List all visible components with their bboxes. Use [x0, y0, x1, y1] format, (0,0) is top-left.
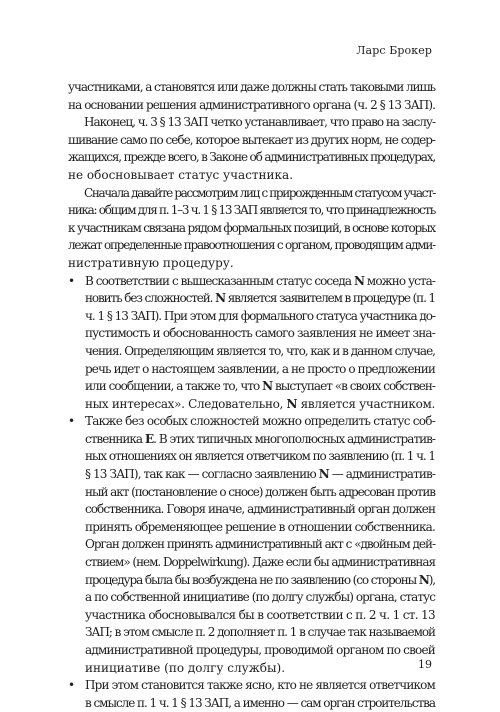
text-line: административной процедуры, проводимой органом по своей — [85, 643, 435, 657]
text-line: в смысле п. 1 ч. 1 § 13 ЗАП, а именно — сам орган строительства — [85, 695, 435, 710]
text-line: новить без сложностей. N является заявителем в процедуре (п. 1 — [85, 291, 436, 306]
text-line: собственника. Говоря иначе, административный орган должен — [85, 502, 435, 517]
text-line: а по собственной инициативе (по долгу службы) органа, статус — [85, 590, 435, 605]
page-number: 19 — [418, 658, 432, 671]
text-line: жащихся, прежде всего, в Законе об административных процедурах, — [68, 150, 435, 165]
text-line: не обосновывает статус участника. — [68, 167, 294, 182]
text-line: ЗАП; в этом смысле п. 2 дополняет п. 1 в случае так называемой — [85, 625, 435, 640]
text-line: нистративную процедуру. — [68, 255, 234, 270]
text-line: речь идет о настоящем заявлении, а не просто о предложении — [85, 361, 435, 376]
running-head: Ларс Брокер — [356, 44, 432, 57]
body-text — [68, 79, 435, 712]
text-line: пустимость и обоснованность самого заявления не имеет зна- — [85, 326, 435, 341]
text-line: на основании решения административного органа (ч. 2 § 13 ЗАП). — [68, 97, 435, 112]
text-line: принять обременяющее решение в отношении собственника. — [85, 519, 435, 534]
text-line: участника обосновывался бы в соответствии с п. 2 ч. 1 ст. 13 — [85, 607, 435, 622]
text-line: ника: общим для п. 1–3 ч. 1 § 13 ЗАП является то, что принадлежность — [68, 203, 436, 218]
text-line: или сообщении, а также то, что N выступает «в своих собствен- — [85, 379, 436, 394]
text-line: чения. Определяющим является то, что, как и в данном случае, — [85, 343, 435, 358]
bullet-line: • В соответствии с вышесказанным статус соседа N можно уста- — [68, 273, 435, 291]
text-line: участниками, а становятся или даже должны стать таковыми лишь — [68, 80, 435, 94]
text-line: ный акт (постановление о сносе) должен быть адресован против — [85, 484, 435, 499]
text-line: Орган должен принять административный акт с «двойным дей- — [85, 537, 435, 552]
text-line: § 13 ЗАП), так как — согласно заявлению N — административ- — [85, 467, 435, 482]
text-line: инициативе (по долгу службы). — [85, 660, 286, 675]
text-line: лежат определенные правоотношения с органом, проводящим адми- — [68, 238, 435, 253]
text-line: ных интересах». Следовательно, N является участником. — [85, 396, 435, 411]
bullet-line: • Также без особых сложностей можно определить статус соб- — [68, 413, 435, 431]
text-line: ствием» (нем. Doppelwirkung). Даже если бы административная — [85, 555, 435, 570]
text-line: Наконец, ч. 3 § 13 ЗАП четко устанавливает, что право на заслу- — [84, 115, 435, 130]
text-line: шивание само по себе, которое вытекает из других норм, не содер- — [68, 132, 435, 147]
text-line: ч. 1 § 13 ЗАП). При этом для формального статуса участника до- — [85, 308, 435, 323]
text-line: процедура была бы возбуждена не по заявлению (со стороны N), — [85, 572, 436, 587]
bullet-line: • При этом становится также ясно, кто не является ответчиком — [68, 677, 435, 695]
text-line: к участникам связана рядом формальных позиций, в основе которых — [68, 220, 435, 235]
text-line: ных отношениях он является ответчиком по заявлению (п. 1 ч. 1 — [85, 449, 435, 464]
text-line: ственника E. В этих типичных многополюсных административ- — [85, 431, 436, 446]
text-line: Сначала давайте рассмотрим лиц с прирожденным статусом участ- — [84, 185, 436, 200]
